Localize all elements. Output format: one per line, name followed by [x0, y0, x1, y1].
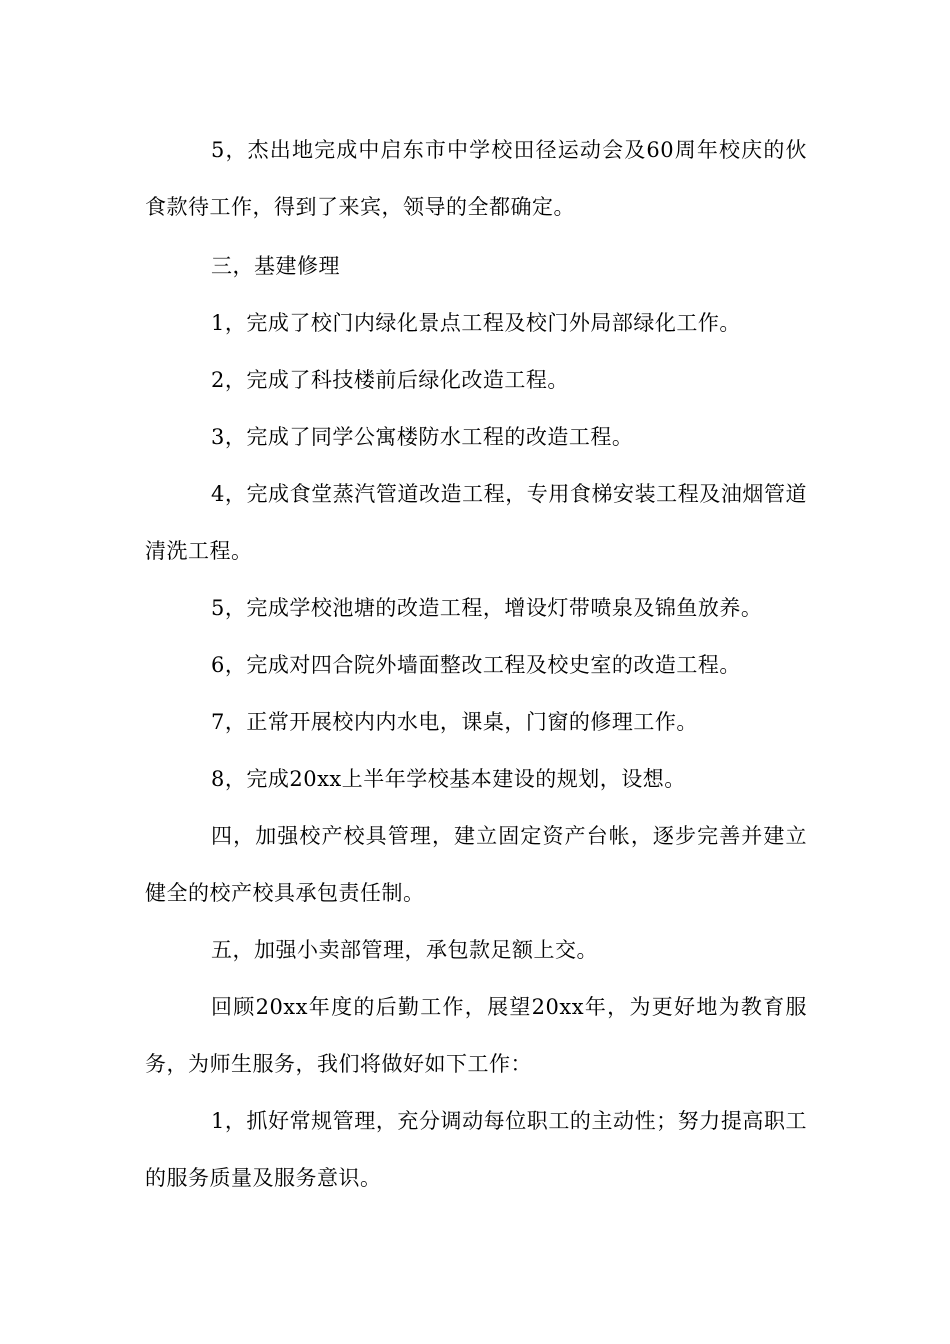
section-heading-4: 四，加强校产校具管理，建立固定资产台帐，逐步完善并建立健全的校产校具承包责任制。 — [145, 824, 807, 905]
paragraph-5: 4，完成食堂蒸汽管道改造工程，专用食梯安装工程及油烟管道清洗工程。 — [145, 482, 807, 563]
paragraph-2: 1，完成了校门内绿化景点工程及校门外局部绿化工作。 — [211, 311, 741, 335]
section-heading-5: 五，加强小卖部管理，承包款足额上交。 — [211, 938, 598, 962]
paragraph-4: 3，完成了同学公寓楼防水工程的改造工程。 — [211, 425, 634, 449]
plan-item-1: 1，抓好常规管理，充分调动每位职工的主动性；努力提高职工的服务质量及服务意识。 — [145, 1109, 807, 1190]
paragraph-8: 7，正常开展校内内水电，课桌，门窗的修理工作。 — [211, 710, 698, 734]
paragraph-1: 5，杰出地完成中启东市中学校田径运动会及60周年校庆的伙食款待工作，得到了来宾，领导的全都确定。 — [145, 138, 807, 219]
paragraph-6: 5，完成学校池塘的改造工程，增设灯带喷泉及锦鱼放养。 — [211, 596, 763, 620]
paragraph-3: 2，完成了科技楼前后绿化改造工程。 — [211, 368, 569, 392]
paragraph-7: 6，完成对四合院外墙面整改工程及校史室的改造工程。 — [211, 653, 741, 677]
paragraph-9: 8，完成20xx上半年学校基本建设的规划，设想。 — [211, 767, 686, 791]
review-paragraph: 回顾20xx年度的后勤工作，展望20xx年，为更好地为教育服务，为师生服务，我们将做好如下工作： — [145, 995, 807, 1076]
section-heading-3: 三，基建修理 — [211, 254, 340, 278]
